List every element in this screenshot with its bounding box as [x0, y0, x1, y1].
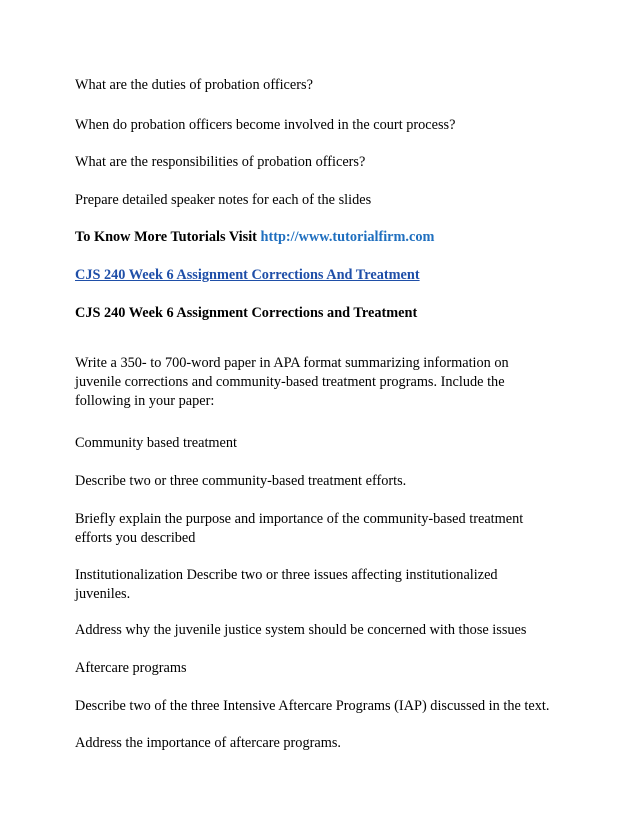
intro-line: following in your paper:: [75, 393, 215, 409]
aftercare-describe: Describe two of the three Intensive Aftercare Programs (IAP) discussed in the text.: [75, 698, 550, 714]
question-duties: What are the duties of probation officers?: [75, 77, 313, 93]
community-describe: Describe two or three community-based treatment efforts.: [75, 473, 407, 489]
assignment-link-line: [75, 266, 575, 285]
aftercare-address: Address the importance of aftercare programs.: [75, 735, 341, 751]
promo-url-link[interactable]: http://www.tutorialfirm.com: [260, 229, 435, 245]
intro-line: Write a 350- to 700-word paper in APA format summarizing information on: [75, 355, 509, 371]
community-explain-line: efforts you described: [75, 530, 196, 546]
community-explain-line: Briefly explain the purpose and importance of the community-based treatment: [75, 511, 524, 527]
intro-paragraph: [75, 354, 575, 411]
institutionalization-line: Institutionalization Describe two or three issues affecting institutionalized: [75, 567, 498, 583]
community-explain: [75, 510, 575, 548]
promo-line: [75, 228, 575, 247]
question-responsibilities: What are the responsibilities of probation officers?: [75, 154, 366, 170]
intro-line: juvenile corrections and community-based treatment programs. Include the: [75, 374, 505, 390]
assignment-link[interactable]: CJS 240 Week 6 Assignment Corrections And Treatment: [75, 267, 420, 283]
address-concern: Address why the juvenile justice system should be concerned with those issues: [75, 622, 527, 638]
speaker-notes-instruction: Prepare detailed speaker notes for each of the slides: [75, 192, 372, 208]
institutionalization-paragraph: [75, 566, 575, 604]
promo-label: To Know More Tutorials Visit: [75, 229, 257, 245]
assignment-heading: CJS 240 Week 6 Assignment Corrections and Treatment: [75, 305, 418, 321]
aftercare-heading: Aftercare programs: [75, 660, 187, 676]
question-court-process: When do probation officers become involved in the court process?: [75, 117, 456, 133]
community-heading: Community based treatment: [75, 435, 237, 451]
institutionalization-line: juveniles.: [75, 586, 131, 602]
